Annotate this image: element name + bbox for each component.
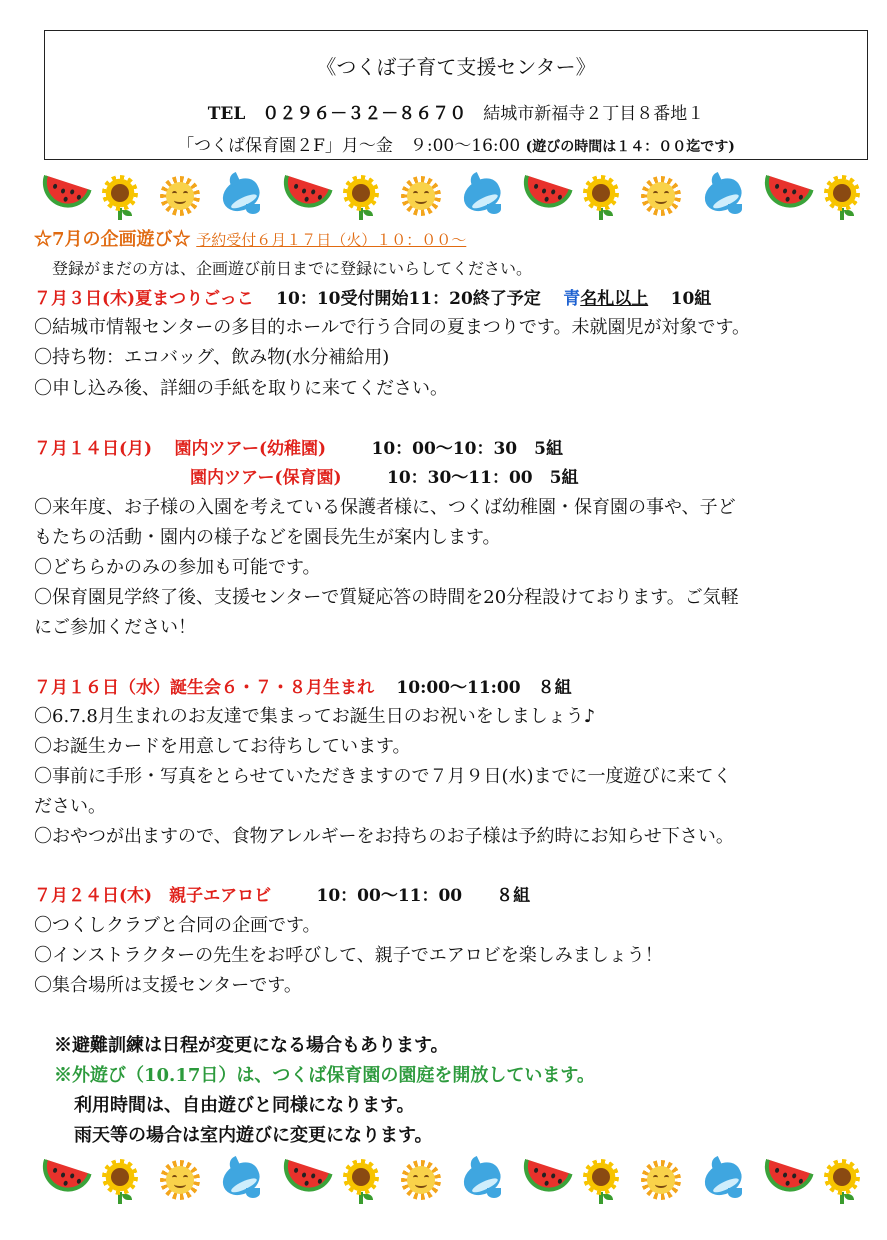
event3-header — [34, 676, 572, 700]
event2-header-a — [34, 437, 563, 461]
rain-note: 雨天等の場合は室内遊びに変更になります。 — [74, 1125, 433, 1146]
event2-line: にご参加ください！ — [34, 617, 196, 638]
icon-row-top — [36, 172, 866, 224]
watermelon-icon — [36, 172, 84, 220]
event4-header — [34, 884, 530, 908]
hours-note: (遊びの時間は１４：００迄です) — [525, 139, 735, 155]
dolphin-icon — [457, 172, 505, 220]
event3-time: 10:00～11:00 ８組 — [396, 678, 572, 698]
sunflower-icon — [818, 172, 866, 220]
dolphin-icon — [698, 172, 746, 220]
reservation-start: 予約受付６月１７日（火）１０：００～ — [196, 231, 467, 249]
event4-line: 〇つくしクラブと合同の企画です。 — [34, 915, 321, 936]
tel-number: TEL ０２９６－３２－８６７０ — [207, 104, 467, 124]
event3-line: 〇事前に手形・写真をとらせていただきますので７月９日(水)までに一度遊びに来てく — [34, 766, 732, 787]
event3-line: 〇6.7.8月生まれのお友達で集まってお誕生日のお祝いをしましょう♪ — [34, 706, 596, 727]
event2-header-b — [190, 466, 578, 490]
icon-row-bottom — [36, 1156, 866, 1208]
sun-face-icon — [637, 172, 685, 220]
event4-time: 10：00～11：00 ８組 — [316, 886, 531, 906]
dolphin-icon — [216, 172, 264, 220]
center-title: 《つくば子育て支援センター》 — [316, 55, 596, 79]
event3-line: ださい。 — [34, 796, 106, 817]
event1-line: 〇持ち物：エコバッグ、飲み物(水分補給用) — [34, 347, 390, 368]
sunflower-icon — [96, 172, 144, 220]
dolphin-icon — [698, 1156, 746, 1204]
event2-line: 〇保育園見学終了後、支援センターで質疑応答の時間を20分程設けております。ご気軽 — [34, 587, 739, 608]
event1-groups: 10組 — [670, 289, 712, 309]
sunflower-icon — [337, 172, 385, 220]
watermelon-icon — [758, 1156, 806, 1204]
sun-face-icon — [637, 1156, 685, 1204]
sun-face-icon — [156, 1156, 204, 1204]
event2-date: ７月１４日(月) — [34, 439, 153, 459]
event2-line: 〇どちらかのみの参加も可能です。 — [34, 557, 321, 578]
sunflower-icon — [337, 1156, 385, 1204]
event1-line: 〇申し込み後、詳細の手紙を取りに来てください。 — [34, 378, 448, 399]
event1-title: ７月３日(木)夏まつりごっこ — [34, 289, 254, 309]
watermelon-icon — [277, 172, 325, 220]
event2-time-b: 10：30～11：00 5組 — [386, 468, 579, 488]
watermelon-icon — [758, 172, 806, 220]
event3-line: 〇お誕生カードを用意してお待ちしています。 — [34, 736, 411, 757]
event2-time-a: 10：00～10：30 5組 — [371, 439, 563, 459]
hours-line — [45, 131, 867, 156]
sunflower-icon — [577, 172, 625, 220]
sun-face-icon — [397, 1156, 445, 1204]
evacuation-note: ※避難訓練は日程が変更になる場合もあります。 — [54, 1035, 449, 1056]
watermelon-icon — [517, 172, 565, 220]
intro-line — [34, 228, 466, 252]
event2-title-a: 園内ツアー(幼稚園) — [174, 439, 327, 459]
event3-line: 〇おやつが出ますので、食物アレルギーをお持ちのお子様は予約時にお知らせ下さい。 — [34, 826, 734, 847]
event4-line: 〇集合場所は支援センターです。 — [34, 975, 302, 996]
event2-line: 〇来年度、お子様の入園を考えている保護者様に、つくば幼稚園・保育園の事や、子ど — [34, 497, 736, 518]
outdoor-play-note: ※外遊び（10.17日）は、つくば保育園の園庭を開放しています。 — [54, 1065, 595, 1086]
intro-heading: ☆7月の企画遊び☆ — [34, 229, 191, 250]
event1-cond-blue: 青 — [563, 289, 581, 309]
event1-time: 10：10受付開始11：20終了予定 — [276, 289, 541, 309]
sunflower-icon — [577, 1156, 625, 1204]
watermelon-icon — [517, 1156, 565, 1204]
watermelon-icon — [277, 1156, 325, 1204]
event1-line: 〇結城市情報センターの多目的ホールで行う合同の夏まつりです。未就園児が対象です。 — [34, 317, 751, 338]
event3-title: ７月１６日（水）誕生会６・７・８月生まれ — [34, 678, 374, 698]
sun-face-icon — [156, 172, 204, 220]
address: 結城市新福寺２丁目８番地１ — [483, 104, 705, 124]
dolphin-icon — [457, 1156, 505, 1204]
event2-title-b: 園内ツアー(保育園) — [190, 468, 342, 488]
watermelon-icon — [36, 1156, 84, 1204]
dolphin-icon — [216, 1156, 264, 1204]
sunflower-icon — [96, 1156, 144, 1204]
usage-time-note: 利用時間は、自由遊びと同様になります。 — [74, 1095, 415, 1116]
event4-title: ７月２４日(木) 親子エアロビ — [34, 886, 272, 906]
sun-face-icon — [397, 172, 445, 220]
registration-note: 登録がまだの方は、企画遊び前日までに登録にいらしてください。 — [52, 259, 533, 278]
contact-line — [45, 99, 867, 124]
event2-line: もたちの活動・園内の様子などを園長先生が案内します。 — [34, 527, 501, 548]
event4-line: 〇インストラクターの先生をお呼びして、親子でエアロビを楽しみましょう！ — [34, 945, 663, 966]
opening-hours: 「つくば保育園２F」月～金 ９:00～16:00 — [177, 136, 521, 156]
event1-header — [34, 287, 711, 311]
sunflower-icon — [818, 1156, 866, 1204]
header-box — [44, 30, 868, 160]
event1-cond: 名札以上 — [580, 289, 649, 309]
